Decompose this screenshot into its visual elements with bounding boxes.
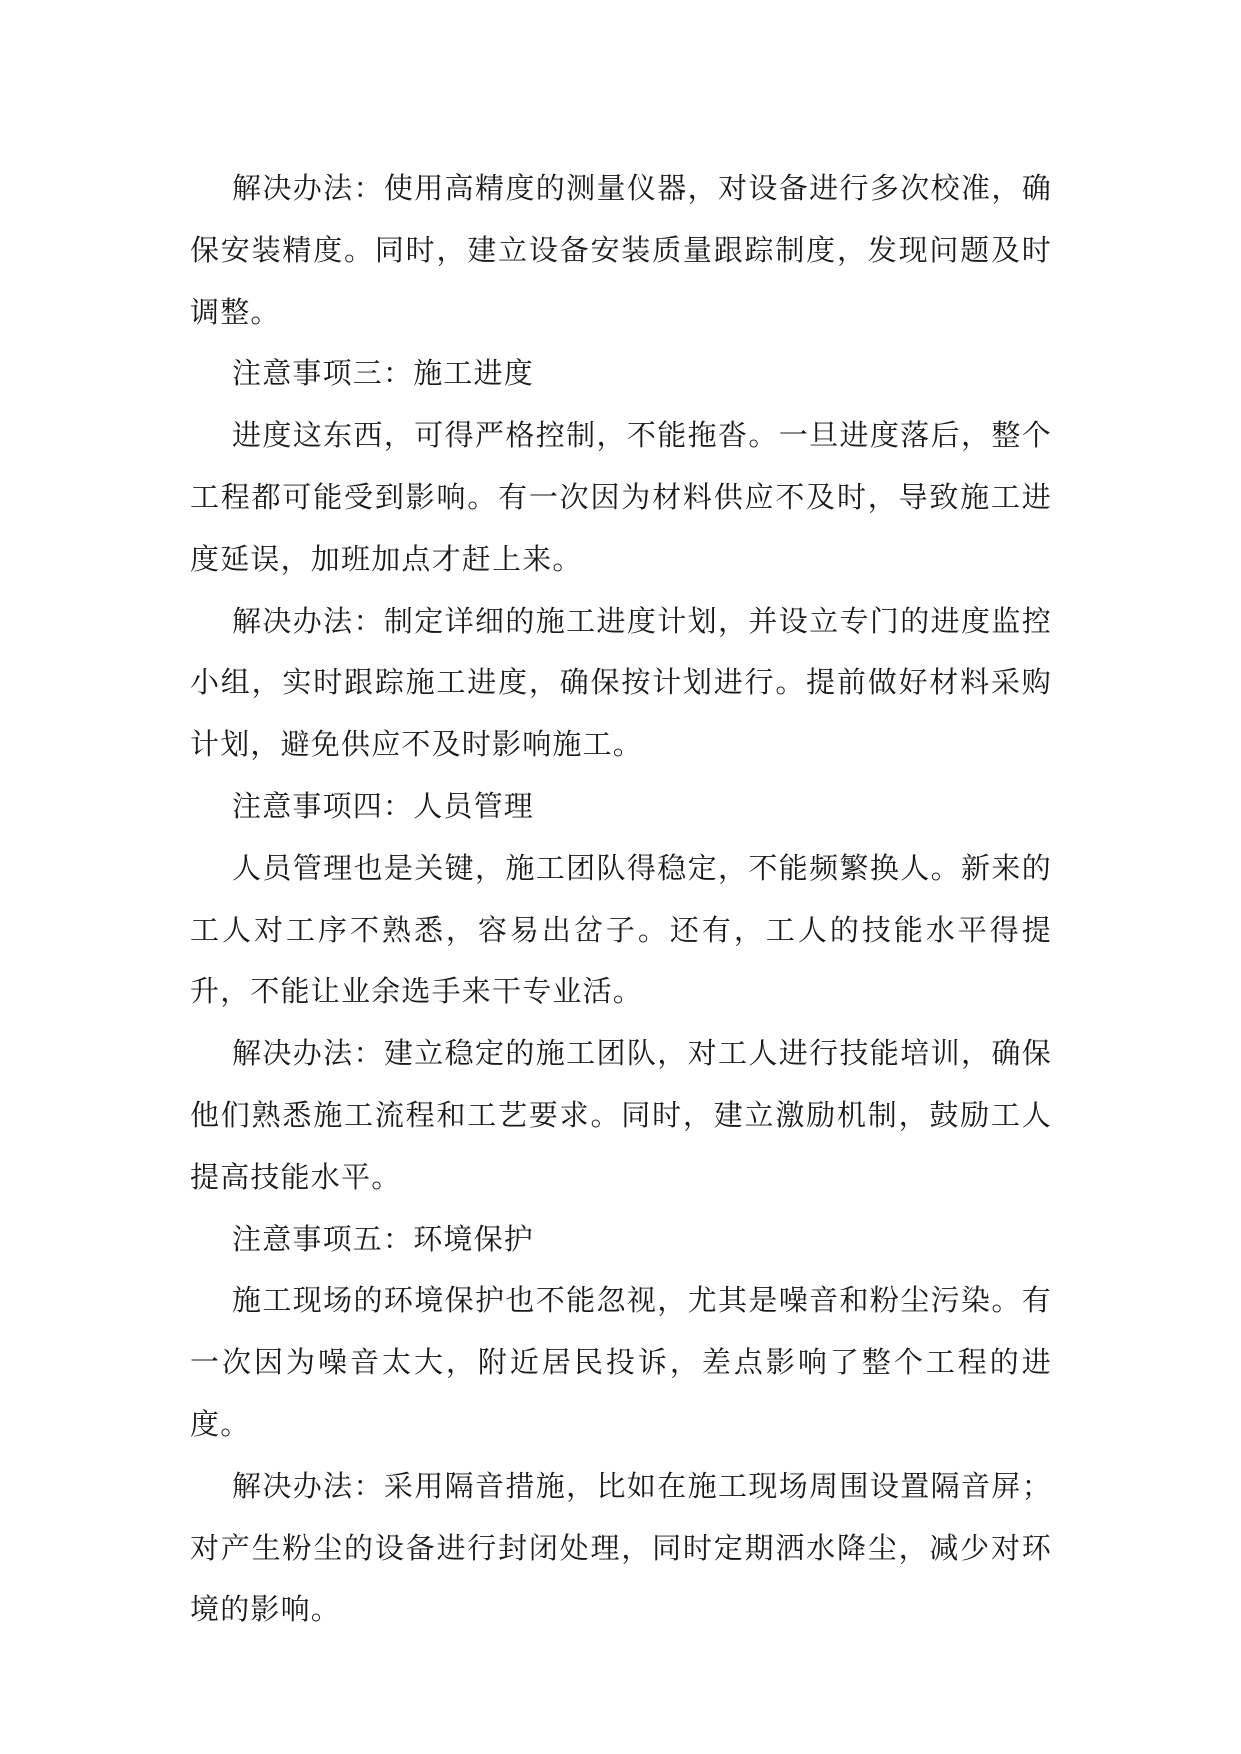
heading-note-four-personnel: 注意事项四：人员管理 (232, 788, 535, 823)
paragraph-solution-schedule: 解决办法：制定详细的施工进度计划，并设立专门的进度监控小组，实时跟踪施工进度，确保按计划进行。提前做好材料采购计划，避免供应不及时影响施工。 (190, 603, 1052, 762)
paragraph-environment-problem: 施工现场的环境保护也不能忽视，尤其是噪音和粉尘污染。有一次因为噪音太大，附近居民投诉，差点影响了整个工程的进度。 (190, 1283, 1052, 1441)
paragraph-solution-precision: 解决办法：使用高精度的测量仪器，对设备进行多次校准，确保安装精度。同时，建立设备安装质量跟踪制度，发现问题及时调整。 (190, 171, 1052, 329)
paragraph-solution-personnel: 解决办法：建立稳定的施工团队，对工人进行技能培训，确保他们熟悉施工流程和工艺要求。同时，建立激励机制，鼓励工人提高技能水平。 (190, 1036, 1052, 1194)
document-body (190, 158, 1052, 1641)
heading-note-three-schedule: 注意事项三：施工进度 (232, 356, 535, 391)
paragraph-solution-environment: 解决办法：采用隔音措施，比如在施工现场周围设置隔音屏；对产生粉尘的设备进行封闭处理，同时定期洒水降尘，减少对环境的影响。 (190, 1468, 1052, 1627)
heading-note-five-environment: 注意事项五：环境保护 (232, 1221, 535, 1256)
paragraph-personnel-problem: 人员管理也是关键，施工团队得稳定，不能频繁换人。新来的工人对工序不熟悉，容易出岔子。还有，工人的技能水平得提升，不能让业余选手来干专业活。 (190, 850, 1052, 1009)
paragraph-schedule-problem: 进度这东西，可得严格控制，不能拖沓。一旦进度落后，整个工程都可能受到影响。有一次因为材料供应不及时，导致施工进度延误，加班加点才赶上来。 (190, 418, 1052, 576)
